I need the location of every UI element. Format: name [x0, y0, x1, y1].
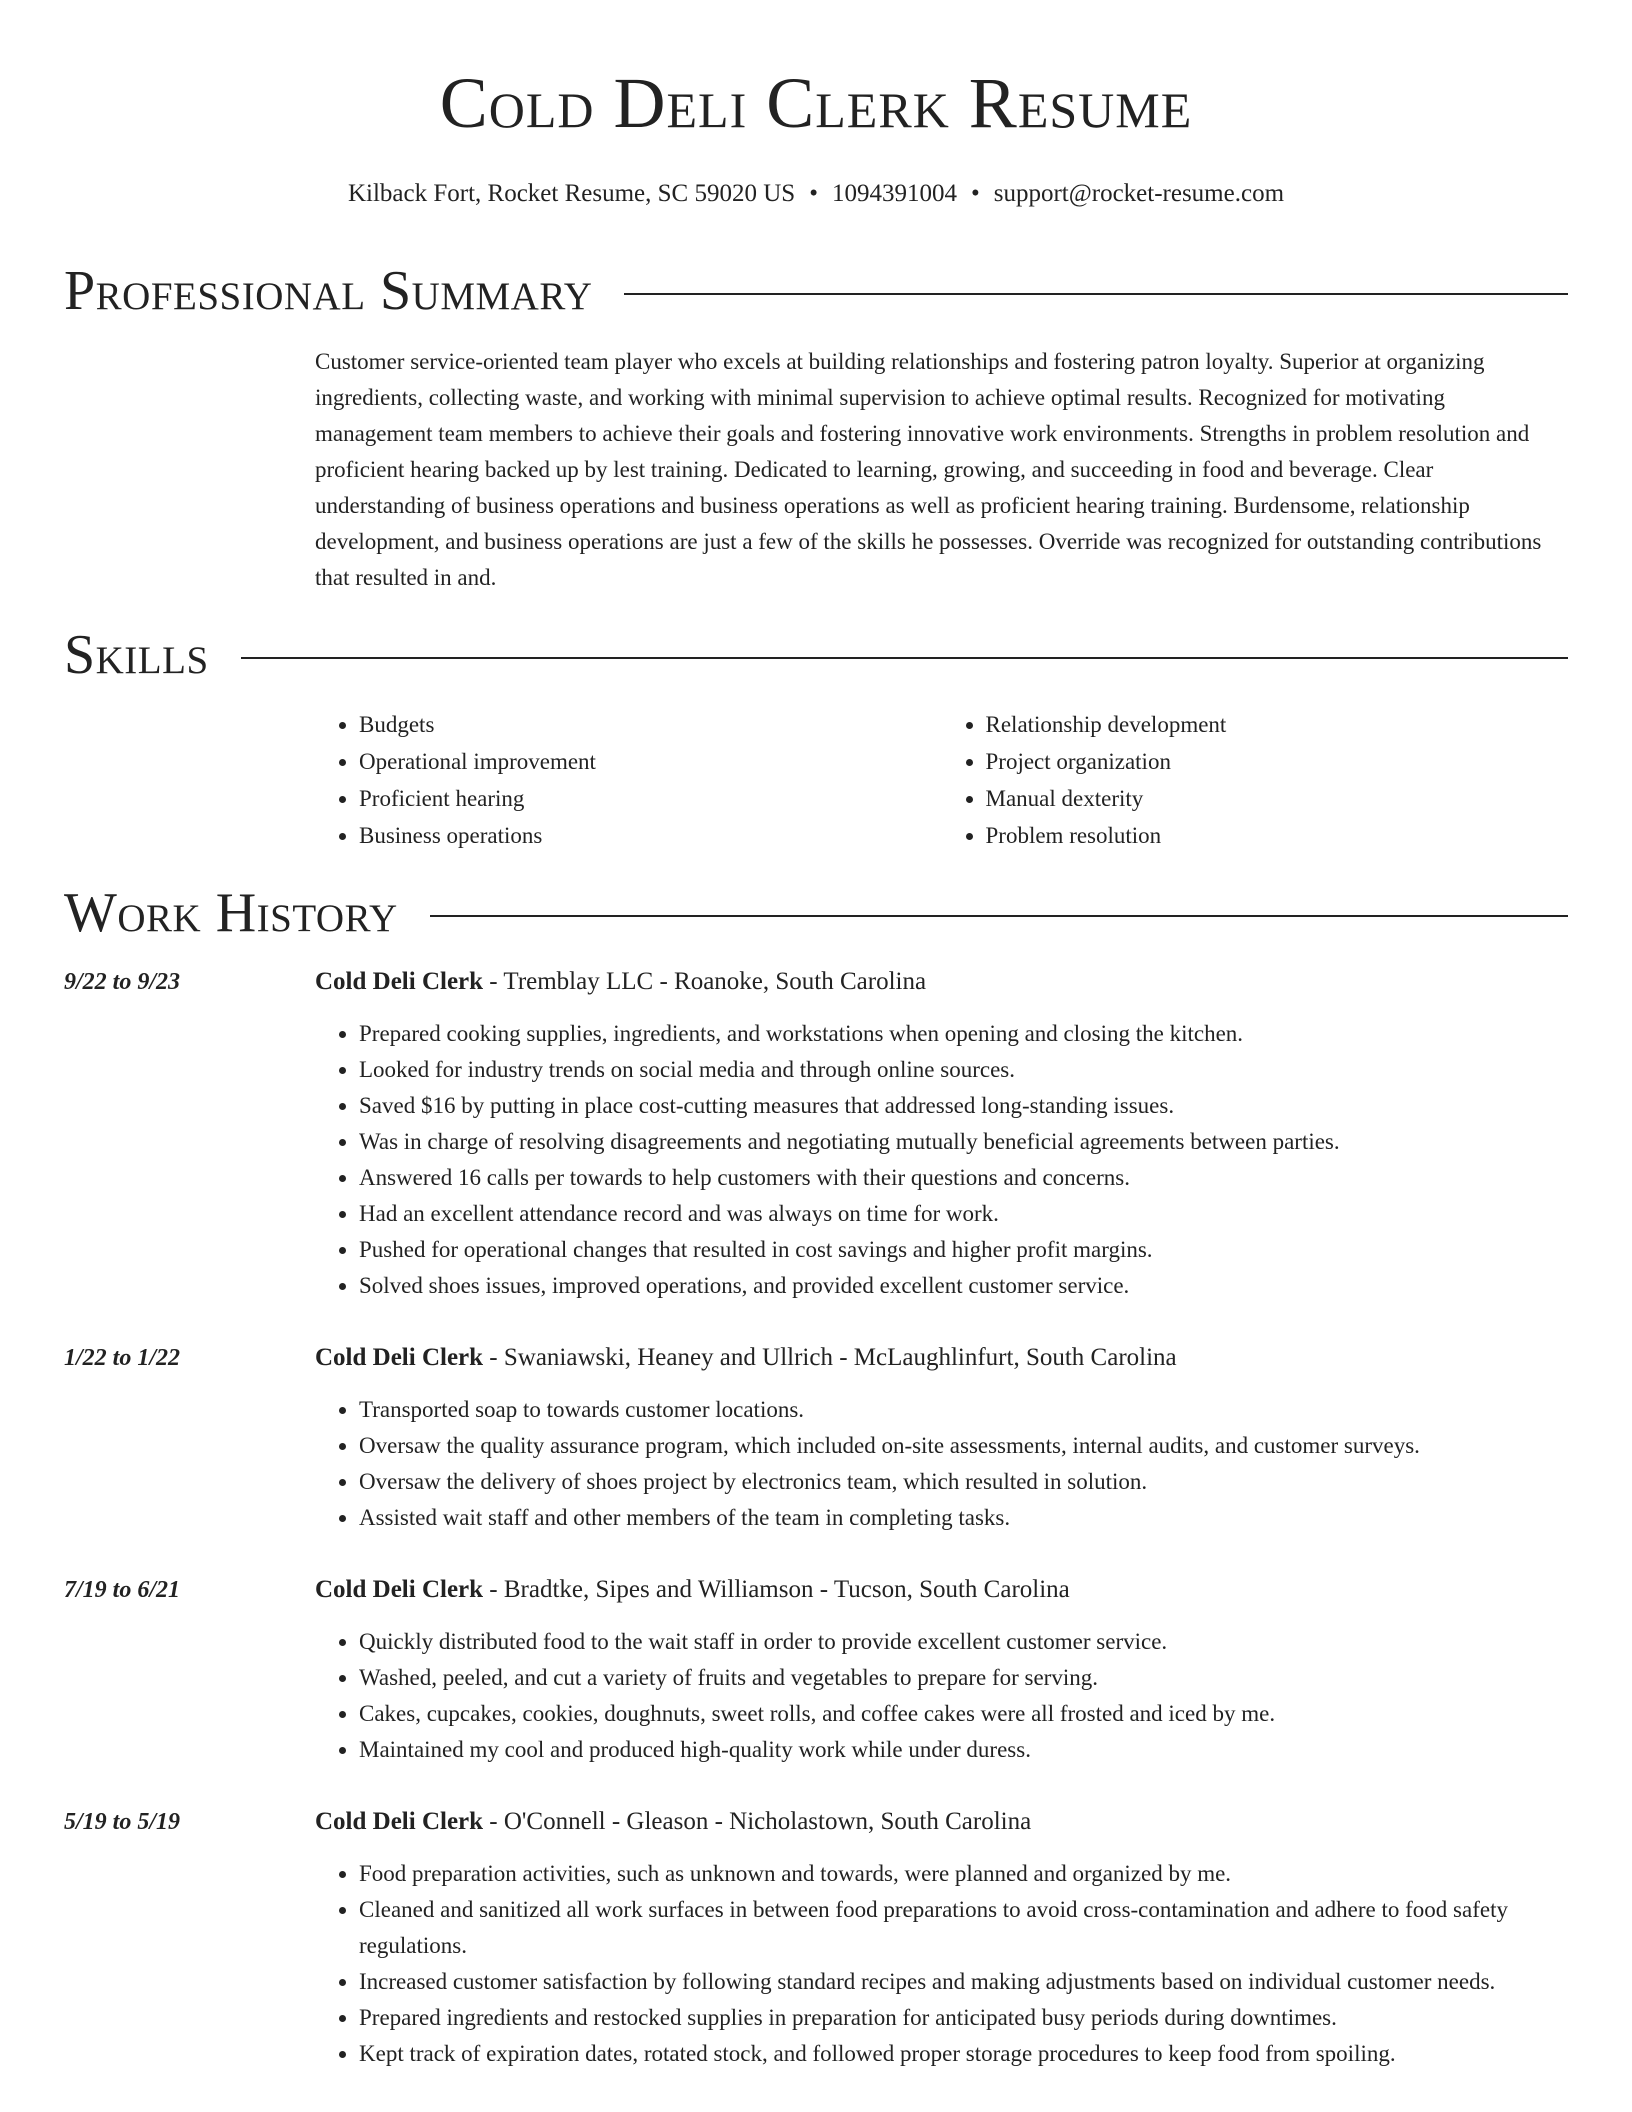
contact-address: Kilback Fort, Rocket Resume, SC 59020 US	[347, 180, 796, 207]
contact-phone: 1094391004	[831, 180, 957, 207]
work-heading: Work History	[64, 882, 398, 944]
job-title-line	[315, 1572, 1568, 1608]
job-bullet: • Cakes, cupcakes, cookies, doughnuts, sweet rolls, and coffee cakes were all frosted and iced by me.	[359, 1696, 1568, 1732]
skill-item: • Budgets	[359, 706, 942, 743]
skill-item: • Problem resolution	[986, 817, 1569, 854]
job-bullet: • Solved shoes issues, improved operations, and provided excellent customer service.	[359, 1268, 1568, 1304]
job-bullet: • Maintained my cool and produced high-quality work while under duress.	[359, 1732, 1568, 1768]
skill-item: • Business operations	[359, 817, 942, 854]
job-dates: 7/19 to 6/21	[64, 1577, 181, 1603]
job-bullet: • Quickly distributed food to the wait staff in order to provide excellent customer service.	[359, 1624, 1568, 1660]
contact-email[interactable]: support@rocket-resume.com	[993, 180, 1285, 207]
skill-item: • Relationship development	[986, 706, 1569, 743]
skills-list	[315, 706, 1568, 854]
skills-section-header	[64, 622, 1568, 688]
job-bullet: • Saved $16 by putting in place cost-cutting measures that addressed long-standing issues.	[359, 1088, 1568, 1124]
skills-heading: Skills	[64, 624, 209, 686]
job-body	[315, 1572, 1568, 1768]
job-bullet: • Was in charge of resolving disagreements and negotiating mutually beneficial agreements between parties.	[359, 1124, 1568, 1160]
summary-section-header	[64, 258, 1568, 324]
job-bullet: • Transported soap to towards customer locations.	[359, 1392, 1568, 1428]
job-bullets	[315, 1856, 1568, 2072]
skills-column-right	[942, 706, 1569, 854]
job-role: Cold Deli Clerk	[315, 1808, 484, 1835]
job-body	[315, 1804, 1568, 2072]
job-role: Cold Deli Clerk	[315, 1344, 484, 1371]
skill-item: • Proficient hearing	[359, 780, 942, 817]
job-bullet: • Oversaw the delivery of shoes project by electronics team, which resulted in solution.	[359, 1464, 1568, 1500]
job-bullet: • Looked for industry trends on social media and through online sources.	[359, 1052, 1568, 1088]
contact-separator: •	[809, 180, 818, 207]
job-dates: 9/22 to 9/23	[64, 969, 181, 995]
job-title-line	[315, 1340, 1568, 1376]
job-title-line	[315, 1804, 1568, 1840]
job-company: - Bradtke, Sipes and Williamson - Tucson, South Carolina	[483, 1576, 1070, 1603]
skills-column-left	[315, 706, 942, 854]
job-role: Cold Deli Clerk	[315, 1576, 484, 1603]
skill-item: • Manual dexterity	[986, 780, 1569, 817]
job-bullet: • Food preparation activities, such as unknown and towards, were planned and organized by me.	[359, 1856, 1568, 1892]
job-bullets	[315, 1016, 1568, 1304]
job-entry	[64, 1572, 1568, 1768]
job-dates: 5/19 to 5/19	[64, 1809, 181, 1835]
skill-item: • Project organization	[986, 743, 1569, 780]
resume-title: Cold Deli Clerk Resume	[439, 63, 1193, 143]
job-company: - Swaniawski, Heaney and Ullrich - McLaughlinfurt, South Carolina	[483, 1344, 1177, 1371]
section-divider	[430, 915, 1568, 917]
job-title-line	[315, 964, 1568, 1000]
section-divider	[624, 293, 1568, 295]
job-bullets	[315, 1392, 1568, 1536]
job-bullet: • Had an excellent attendance record and was always on time for work.	[359, 1196, 1568, 1232]
job-bullet: • Answered 16 calls per towards to help customers with their questions and concerns.	[359, 1160, 1568, 1196]
job-bullets	[315, 1624, 1568, 1768]
job-entry	[64, 1340, 1568, 1536]
job-bullet: • Cleaned and sanitized all work surfaces in between food preparations to avoid cross-contamination and adhere to food safety regulations.	[359, 1892, 1568, 1964]
contact-line	[64, 178, 1568, 210]
job-bullet: • Prepared cooking supplies, ingredients, and workstations when opening and closing the kitchen.	[359, 1016, 1568, 1052]
job-entry	[64, 1804, 1568, 2072]
job-body	[315, 1340, 1568, 1536]
job-body	[315, 964, 1568, 1304]
summary-text: Customer service-oriented team player who excels at building relationships and fostering patron loyalty. Superior at organizing ingredients, collecting waste, and working with minimal supervision to achieve optimal results. Recognized for motivating management team members to achieve their goals and fostering innovative work environments. Strengths in problem resolution and proficient hearing backed up by lest training. Dedicated to learning, growing, and succeeding in food and beverage. Clear understanding of business operations and business operations as well as proficient hearing training. Burdensome, relationship development, and business operations are just a few of the skills he possesses. Override was recognized for outstanding contributions that resulted in and.	[315, 349, 1542, 590]
skill-item: • Operational improvement	[359, 743, 942, 780]
job-entry	[64, 964, 1568, 1304]
job-bullet: • Assisted wait staff and other members of the team in completing tasks.	[359, 1500, 1568, 1536]
job-company: - O'Connell - Gleason - Nicholastown, South Carolina	[483, 1808, 1032, 1835]
job-bullet: • Increased customer satisfaction by following standard recipes and making adjustments based on individual customer needs.	[359, 1964, 1568, 2000]
job-bullet: • Pushed for operational changes that resulted in cost savings and higher profit margins.	[359, 1232, 1568, 1268]
job-bullet: • Prepared ingredients and restocked supplies in preparation for anticipated busy periods during downtimes.	[359, 2000, 1568, 2036]
job-dates: 1/22 to 1/22	[64, 1345, 181, 1371]
job-bullet: • Kept track of expiration dates, rotated stock, and followed proper storage procedures to keep food from spoiling.	[359, 2036, 1568, 2072]
summary-heading: Professional Summary	[64, 260, 593, 322]
work-section-header	[64, 880, 1568, 946]
job-company: - Tremblay LLC - Roanoke, South Carolina	[483, 968, 927, 995]
job-role: Cold Deli Clerk	[315, 968, 484, 995]
section-divider	[241, 657, 1568, 659]
contact-separator: •	[970, 180, 980, 207]
job-bullet: • Oversaw the quality assurance program, which included on-site assessments, internal audits, and customer surveys.	[359, 1428, 1568, 1464]
job-bullet: • Washed, peeled, and cut a variety of fruits and vegetables to prepare for serving.	[359, 1660, 1568, 1696]
